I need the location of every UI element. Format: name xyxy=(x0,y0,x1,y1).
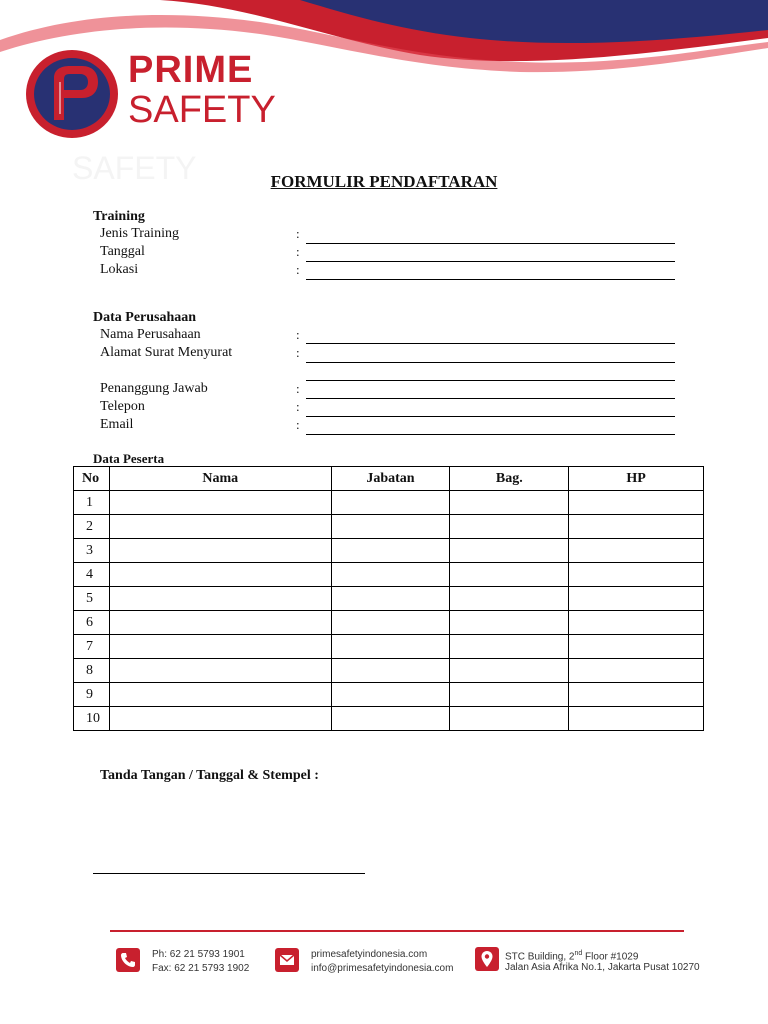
label-nama-perusahaan: Nama Perusahaan xyxy=(100,327,201,342)
lokasi-field[interactable] xyxy=(306,279,675,280)
perusahaan-heading: Data Perusahaan xyxy=(93,310,197,325)
table-row xyxy=(74,491,704,515)
brand-name-line2: SAFETY xyxy=(128,89,276,131)
colon: : xyxy=(296,226,300,241)
cell-nama[interactable] xyxy=(109,635,331,659)
table-row xyxy=(74,563,704,587)
cell-bag[interactable] xyxy=(450,563,569,587)
email-field[interactable] xyxy=(306,434,675,435)
footer-address-line2: Jalan Asia Afrika No.1, Jakarta Pusat 10270 xyxy=(505,962,700,973)
cell-nama[interactable] xyxy=(109,515,331,539)
cell-bag[interactable] xyxy=(450,539,569,563)
table-row xyxy=(74,707,704,731)
phone-icon xyxy=(116,948,140,972)
cell-jabatan[interactable] xyxy=(331,539,450,563)
row-number: 5 xyxy=(74,587,110,611)
footer-address-line1: STC Building, 2nd Floor #1029 xyxy=(505,950,639,963)
colon: : xyxy=(296,399,300,414)
colon: : xyxy=(296,417,300,432)
logo-emblem-icon xyxy=(24,48,120,140)
telepon-field[interactable] xyxy=(306,416,675,417)
footer-website[interactable]: primesafetyindonesia.com xyxy=(311,949,428,960)
row-number: 10 xyxy=(74,707,110,731)
row-number: 1 xyxy=(74,491,110,515)
row-number: 9 xyxy=(74,683,110,707)
cell-hp[interactable] xyxy=(569,683,704,707)
cell-bag[interactable] xyxy=(450,515,569,539)
cell-hp[interactable] xyxy=(569,635,704,659)
cell-hp[interactable] xyxy=(569,659,704,683)
cell-jabatan[interactable] xyxy=(331,515,450,539)
alamat-field-line1[interactable] xyxy=(306,362,675,363)
signature-line[interactable] xyxy=(93,873,365,874)
mail-icon xyxy=(275,948,299,972)
row-number: 4 xyxy=(74,563,110,587)
table-header-row xyxy=(74,467,704,491)
cell-bag[interactable] xyxy=(450,611,569,635)
row-number: 8 xyxy=(74,659,110,683)
table-row xyxy=(74,683,704,707)
col-header-nama: Nama xyxy=(109,467,331,491)
cell-bag[interactable] xyxy=(450,491,569,515)
colon: : xyxy=(296,327,300,342)
alamat-field-line2[interactable] xyxy=(306,380,675,381)
col-header-bag: Bag. xyxy=(450,467,569,491)
location-pin-icon xyxy=(475,947,499,971)
label-alamat: Alamat Surat Menyurat xyxy=(100,345,233,360)
form-title: FORMULIR PENDAFTARAN xyxy=(270,172,498,191)
cell-jabatan[interactable] xyxy=(331,491,450,515)
table-row xyxy=(74,659,704,683)
cell-bag[interactable] xyxy=(450,587,569,611)
nama-perusahaan-field[interactable] xyxy=(306,343,675,344)
footer-fax: Fax: 62 21 5793 1902 xyxy=(152,963,250,974)
row-number: 6 xyxy=(74,611,110,635)
cell-jabatan[interactable] xyxy=(331,707,450,731)
footer-email[interactable]: info@primesafetyindonesia.com xyxy=(311,963,454,974)
colon: : xyxy=(296,244,300,259)
penanggung-jawab-field[interactable] xyxy=(306,398,675,399)
cell-hp[interactable] xyxy=(569,587,704,611)
cell-nama[interactable] xyxy=(109,659,331,683)
brand-name-line1: PRIME xyxy=(128,49,254,91)
table-row xyxy=(74,611,704,635)
cell-hp[interactable] xyxy=(569,515,704,539)
cell-jabatan[interactable] xyxy=(331,563,450,587)
label-jenis-training: Jenis Training xyxy=(100,226,179,241)
brand-watermark: SAFETY xyxy=(72,150,197,186)
cell-jabatan[interactable] xyxy=(331,635,450,659)
colon: : xyxy=(296,381,300,396)
label-penanggung-jawab: Penanggung Jawab xyxy=(100,381,208,396)
cell-jabatan[interactable] xyxy=(331,587,450,611)
cell-nama[interactable] xyxy=(109,539,331,563)
col-header-no: No xyxy=(74,467,110,491)
row-number: 2 xyxy=(74,515,110,539)
company-logo xyxy=(24,48,276,143)
cell-bag[interactable] xyxy=(450,659,569,683)
label-lokasi: Lokasi xyxy=(100,262,139,277)
cell-bag[interactable] xyxy=(450,683,569,707)
label-tanggal: Tanggal xyxy=(100,244,145,259)
table-row xyxy=(74,539,704,563)
cell-jabatan[interactable] xyxy=(331,683,450,707)
table-row xyxy=(74,587,704,611)
table-row xyxy=(74,515,704,539)
cell-nama[interactable] xyxy=(109,491,331,515)
cell-nama[interactable] xyxy=(109,683,331,707)
cell-nama[interactable] xyxy=(109,707,331,731)
training-heading: Training xyxy=(93,209,145,224)
peserta-table xyxy=(73,466,704,731)
label-email: Email xyxy=(100,417,134,432)
footer-phone: Ph: 62 21 5793 1901 xyxy=(152,949,245,960)
row-number: 3 xyxy=(74,539,110,563)
cell-hp[interactable] xyxy=(569,611,704,635)
cell-nama[interactable] xyxy=(109,563,331,587)
cell-hp[interactable] xyxy=(569,563,704,587)
row-number: 7 xyxy=(74,635,110,659)
colon: : xyxy=(296,345,300,360)
cell-nama[interactable] xyxy=(109,587,331,611)
cell-jabatan[interactable] xyxy=(331,659,450,683)
cell-bag[interactable] xyxy=(450,707,569,731)
signature-label: Tanda Tangan / Tanggal & Stempel : xyxy=(100,768,319,783)
label-telepon: Telepon xyxy=(100,399,145,414)
footer-divider xyxy=(110,930,684,932)
cell-hp[interactable] xyxy=(569,707,704,731)
table-row xyxy=(74,635,704,659)
jenis-training-field[interactable] xyxy=(306,243,675,244)
cell-nama[interactable] xyxy=(109,611,331,635)
cell-jabatan[interactable] xyxy=(331,611,450,635)
col-header-hp: HP xyxy=(569,467,704,491)
colon: : xyxy=(296,262,300,277)
cell-hp[interactable] xyxy=(569,491,704,515)
col-header-jabatan: Jabatan xyxy=(331,467,450,491)
cell-bag[interactable] xyxy=(450,635,569,659)
cell-hp[interactable] xyxy=(569,539,704,563)
tanggal-field[interactable] xyxy=(306,261,675,262)
peserta-heading: Data Peserta xyxy=(93,451,165,466)
